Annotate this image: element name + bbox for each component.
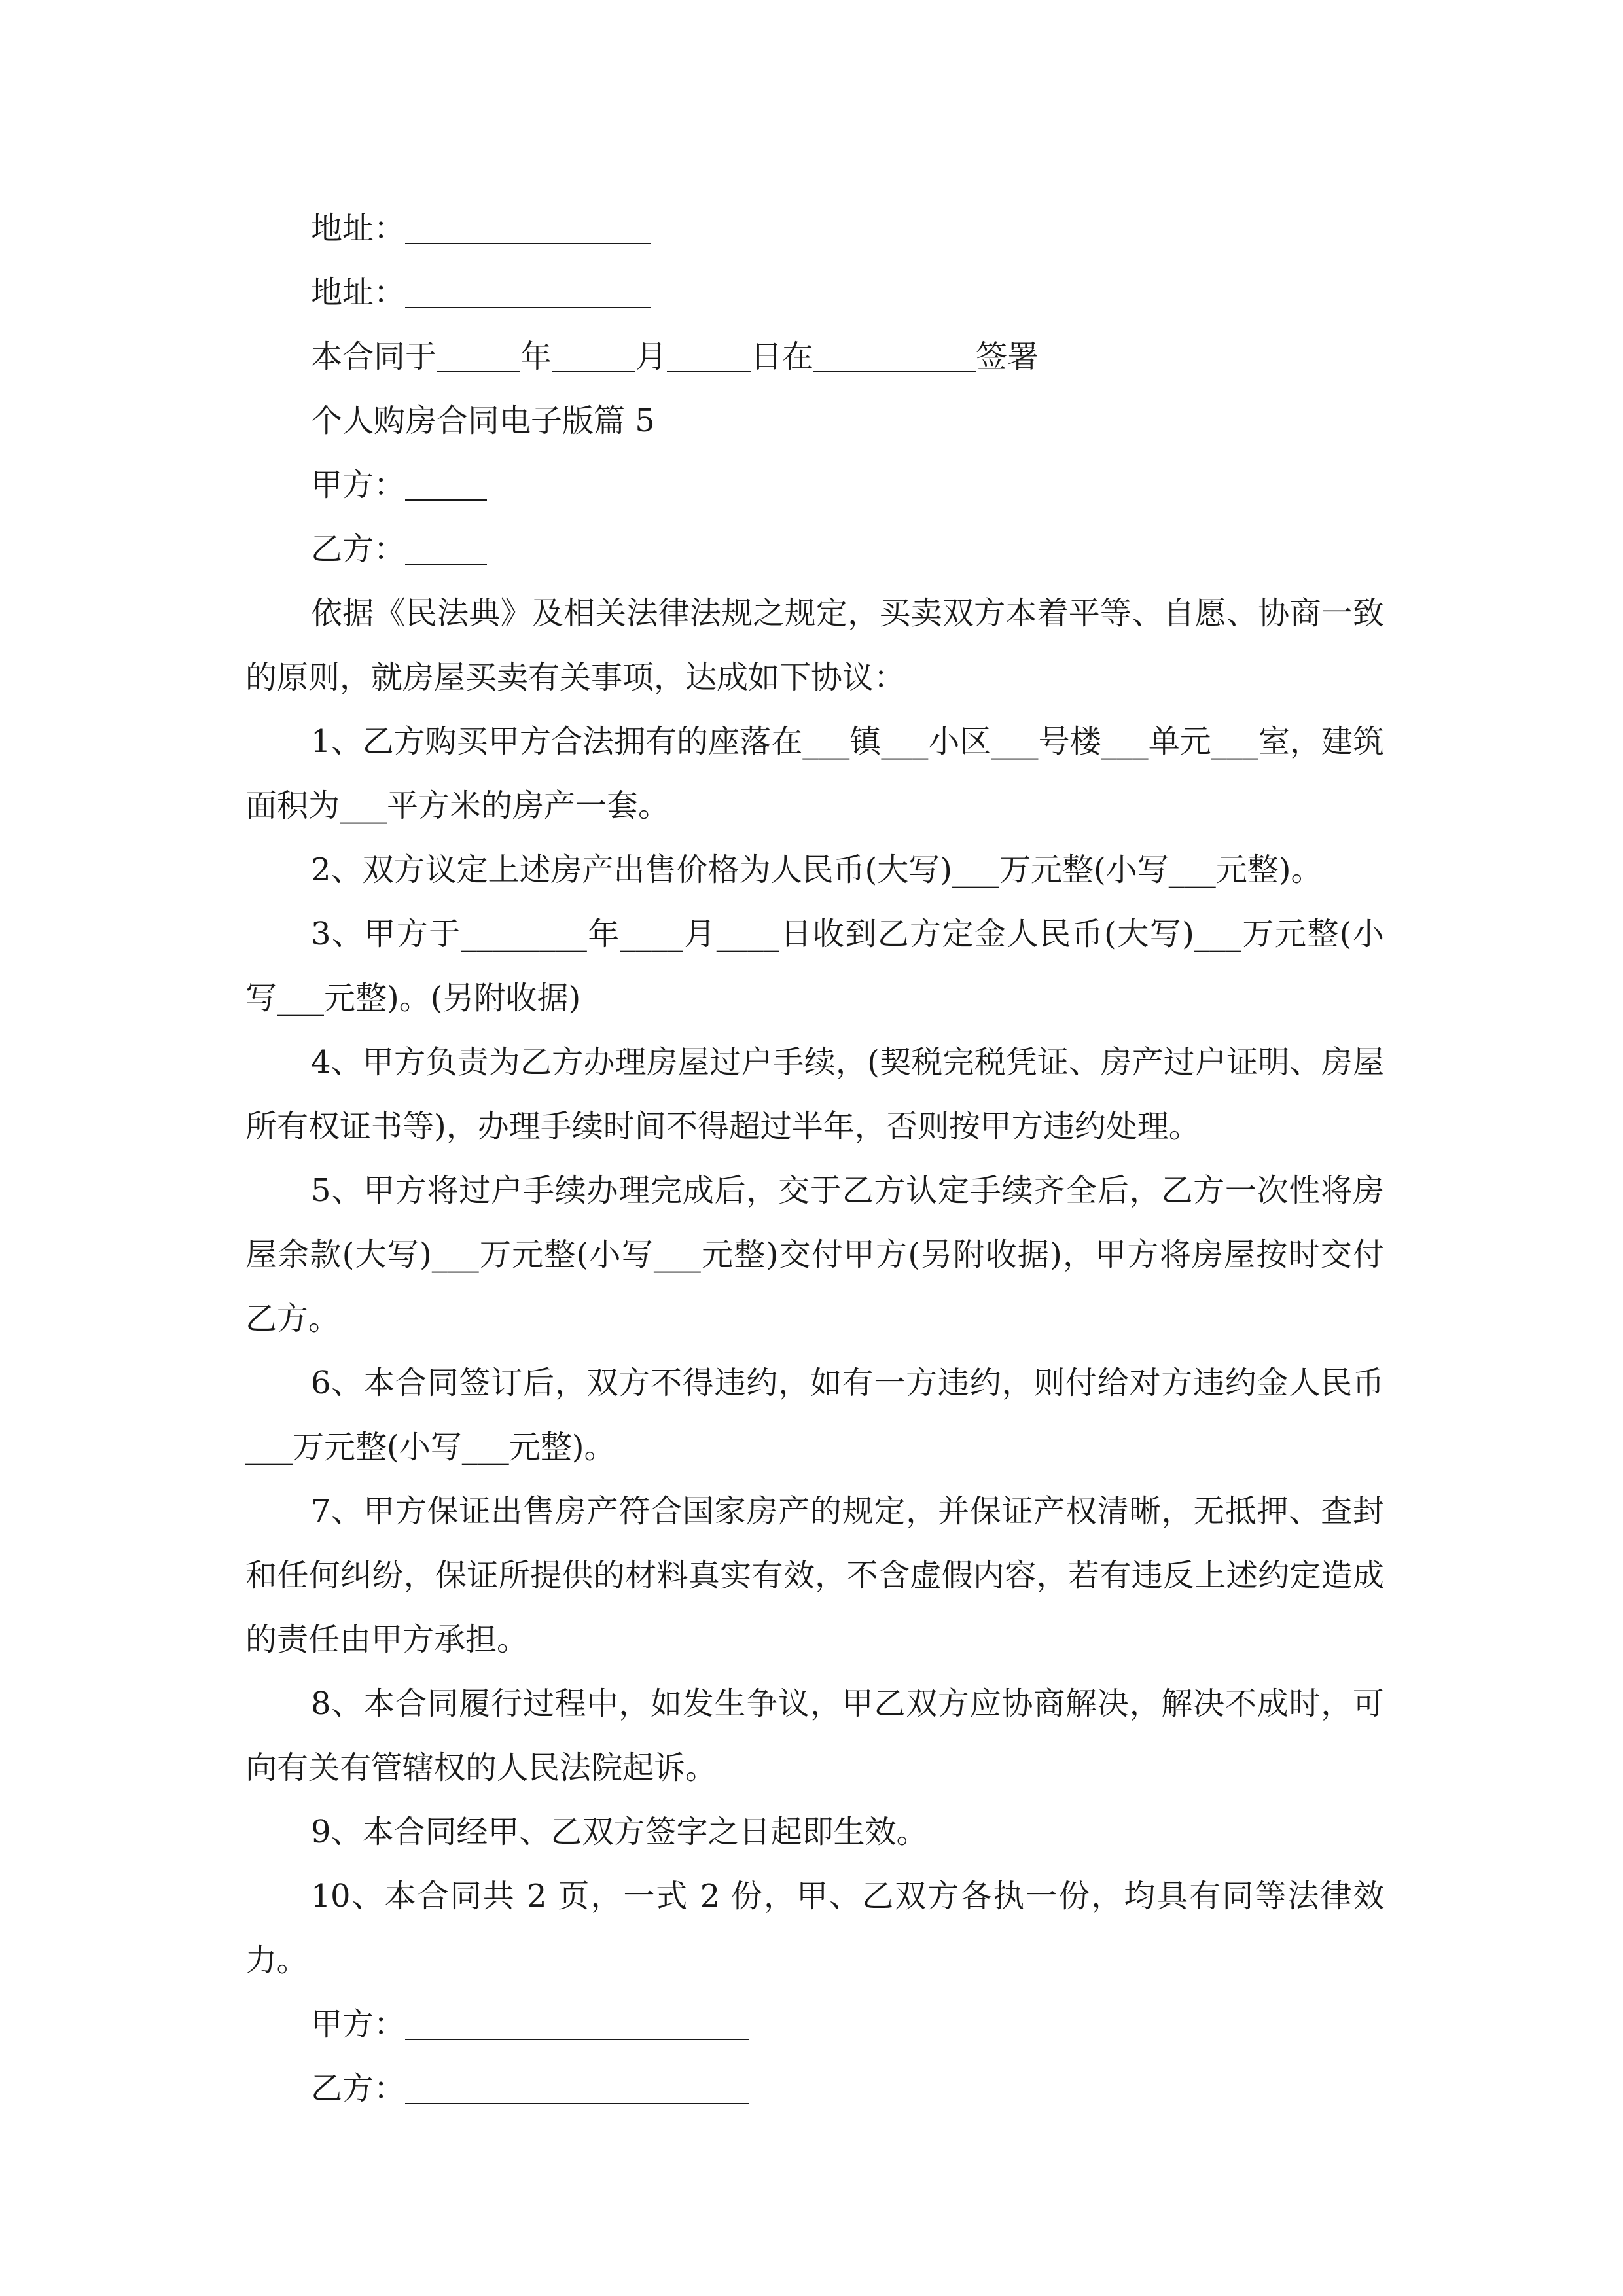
address-label: 地址： <box>311 274 406 311</box>
address-line-1 <box>245 196 1384 260</box>
address-line-2 <box>245 260 1384 325</box>
party-b-label: 乙方： <box>311 531 406 567</box>
signature-party-b-label: 乙方： <box>311 2070 406 2107</box>
clause-4: 4、甲方负责为乙方办理房屋过户手续，(契税完税凭证、房产过户证明、房屋所有权证书等)，办理手续时间不得超过半年，否则按甲方违约处理。 <box>245 1044 1384 1145</box>
party-a-blank <box>405 469 487 501</box>
clause-1: 1、乙方购买甲方合法拥有的座落在___镇___小区___号楼___单元___室，建筑面积为___平方米的房产一套。 <box>245 723 1384 824</box>
place-blank <box>813 341 976 372</box>
clause-6: 6、本合同签订后，双方不得违约，如有一方违约，则付给对方违约金人民币___万元整(小写___元整)。 <box>245 1365 1384 1465</box>
address-label: 地址： <box>311 210 406 247</box>
clause-5: 5、甲方将过户手续办理完成后，交于乙方认定手续齐全后，乙方一次性将房屋余款(大写)___万元整(小写___元整)交付甲方(另附收据)，甲方将房屋按时交付乙方。 <box>245 1172 1384 1337</box>
signed-prefix: 本合同于 <box>311 338 437 375</box>
signature-party-b <box>245 2056 1384 2121</box>
signed-suffix: 签署 <box>976 338 1039 375</box>
clause-7: 7、甲方保证出售房产符合国家房产的规定，并保证产权清晰，无抵押、查封和任何纠纷，保证所提供的材料真实有效，不含虚假内容，若有违反上述约定造成的责任由甲方承担。 <box>245 1493 1384 1658</box>
month-label: 月 <box>635 338 668 375</box>
signing-date-line <box>245 325 1384 389</box>
party-b-blank <box>405 533 487 565</box>
contract-page <box>245 196 1384 2121</box>
signature-party-a <box>245 1992 1384 2056</box>
day-label: 日在 <box>751 338 814 375</box>
year-label: 年 <box>520 338 552 375</box>
signature-party-a-label: 甲方： <box>311 2006 406 2043</box>
year-blank <box>437 341 520 372</box>
clause-3: 3、甲方于________年____月____日收到乙方定金人民币(大写)___万元整(小写___元整)。(另附收据) <box>245 916 1384 1016</box>
day-blank <box>667 341 751 372</box>
party-a-label: 甲方： <box>311 467 406 503</box>
address-blank <box>405 213 651 244</box>
address-blank <box>405 277 651 308</box>
clause-9: 9、本合同经甲、乙双方签字之日起即生效。 <box>311 1814 928 1850</box>
section-title: 个人购房合同电子版篇 5 <box>311 403 655 439</box>
month-blank <box>552 341 635 372</box>
party-b-line <box>245 517 1384 581</box>
clause-2: 2、双方议定上述房产出售价格为人民币(大写)___万元整(小写___元整)。 <box>311 852 1323 888</box>
intro-paragraph: 依据《民法典》及相关法律法规之规定，买卖双方本着平等、自愿、协商一致的原则，就房屋买卖有关事项，达成如下协议： <box>245 595 1384 696</box>
signature-party-a-blank <box>405 2009 749 2040</box>
clause-8: 8、本合同履行过程中，如发生争议，甲乙双方应协商解决，解决不成时，可向有关有管辖权的人民法院起诉。 <box>245 1685 1384 1786</box>
clause-10: 10、本合同共 2 页，一式 2 份，甲、乙双方各执一份，均具有同等法律效力。 <box>245 1878 1384 1979</box>
signature-party-b-blank <box>405 2073 749 2104</box>
party-a-line <box>245 453 1384 517</box>
